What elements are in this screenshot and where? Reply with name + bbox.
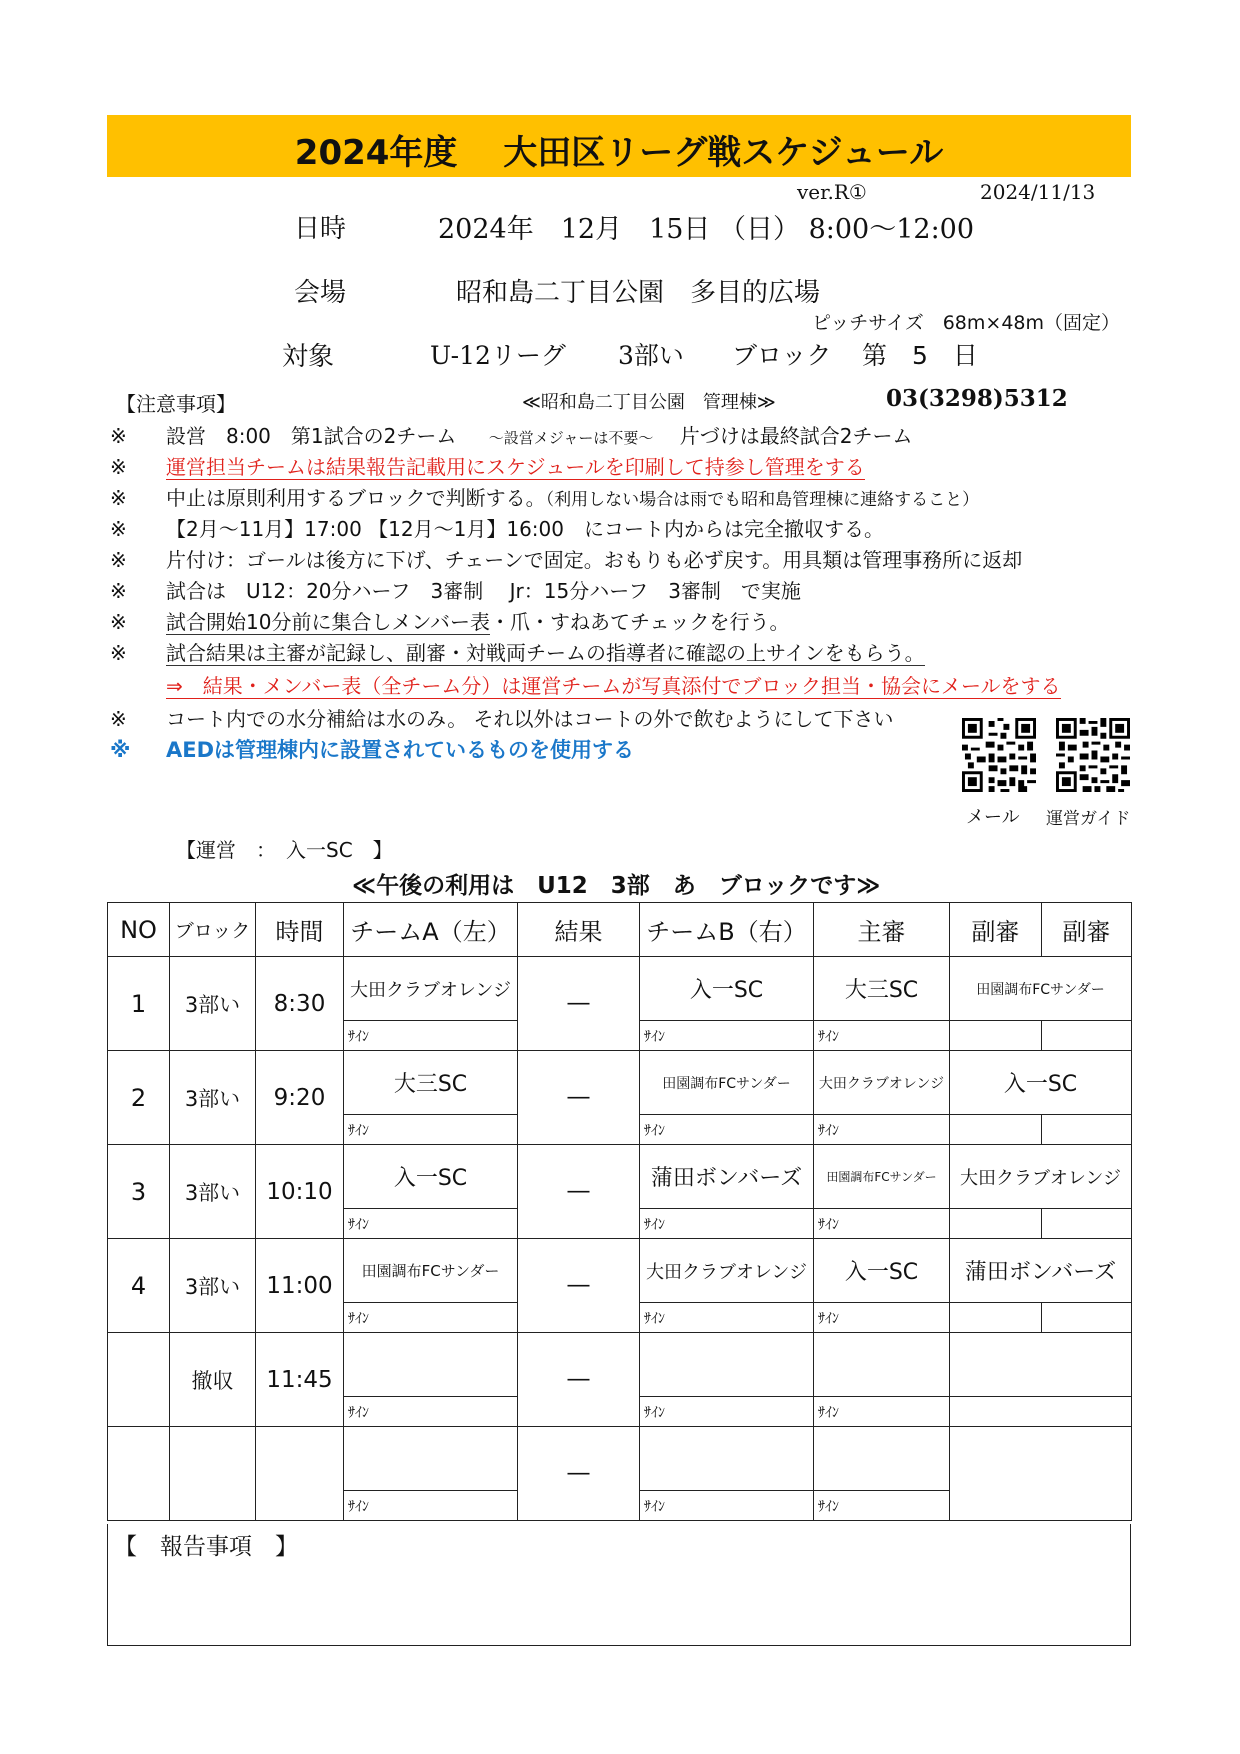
sign-cell-team-b[interactable]: ｻｲﾝ [640,1115,814,1145]
target-division: 3部い [618,341,684,370]
note-withdraw: ※ 【2月～11月】17:00 【12月～1月】16:00 にコート内からは完全撤収する。 [110,517,884,541]
assistant-cell[interactable] [950,1333,1132,1397]
sign-cell-referee[interactable]: ｻｲﾝ [814,1209,950,1239]
sign-cell-team-a[interactable]: ｻｲﾝ [344,1491,518,1521]
header-referee: 主審 [814,903,950,957]
team-a-cell: 田園調布FCサンダー [344,1239,518,1303]
team-b-cell[interactable] [640,1427,814,1491]
note-cancel: ※ 中止は原則利用するブロックで判断する。（利用しない場合は雨でも昭和島管理棟に連絡すること） [110,486,980,510]
afternoon-notice: ≪午後の利用は U12 3部 あ ブロックです≫ [352,873,881,899]
header-time: 時間 [256,903,344,957]
team-a-cell: 大三SC [344,1051,518,1115]
table-row [108,1051,1132,1115]
row-time [256,1427,344,1521]
header-assistant-1: 副審 [950,903,1042,957]
row-block: 3部い [170,1145,256,1239]
sign-cell-team-b[interactable]: ｻｲﾝ [640,1491,814,1521]
result-cell[interactable]: ― [518,1427,640,1521]
table-row [108,1333,1132,1397]
row-time: 11:00 [256,1239,344,1333]
note-mark: ※ [110,707,127,731]
issue-date: 2024/11/13 [980,180,1096,204]
table-row [108,957,1132,1021]
referee-cell: 入一SC [814,1239,950,1303]
target-label: 対象 [282,342,335,372]
row-no [108,1427,170,1521]
row-block: 3部い [170,1051,256,1145]
row-no: 3 [108,1145,170,1239]
header-team-b: チームB（右） [640,903,814,957]
result-cell[interactable]: ― [518,1239,640,1333]
note-match: ※ 試合は U12：20分ハーフ 3審制 Jr：15分ハーフ 3審制 で実施 [110,579,801,603]
notes-heading: 【注意事項】 [116,392,236,416]
row-no: 4 [108,1239,170,1333]
report-label: 【 報告事項 】 [114,1534,298,1560]
note-mark: ※ [110,517,127,541]
sign-cell-assistant-1[interactable] [950,1303,1042,1333]
assistant-cell[interactable] [950,1427,1132,1521]
row-no: 1 [108,957,170,1051]
team-a-cell[interactable] [344,1427,518,1491]
referee-cell: 田園調布FCサンダー [814,1145,950,1209]
sign-cell-assistant-1[interactable] [950,1209,1042,1239]
table-header-row [108,903,1132,957]
row-no: 2 [108,1051,170,1145]
sign-cell-team-b[interactable]: ｻｲﾝ [640,1021,814,1051]
sign-cell-referee[interactable]: ｻｲﾝ [814,1021,950,1051]
page-title: 2024年度 大田区リーグ戦スケジュール [294,133,944,173]
header-no: NO [108,903,170,957]
row-time: 11:45 [256,1333,344,1427]
pitch-size: ピッチサイズ 68m×48m（固定） [812,312,1121,334]
row-block: 3部い [170,957,256,1051]
title-bar [107,115,1131,177]
note-mark: ※ [110,548,127,572]
team-b-cell: 入一SC [640,957,814,1021]
note-mark: ※ [110,424,127,448]
office-name: ≪昭和島二丁目公園 管理棟≫ [522,392,776,413]
table-row [108,1427,1132,1491]
header-assistant-2: 副審 [1042,903,1132,957]
note-mark: ※ [110,738,131,762]
target-league: U-12リーグ [430,341,566,370]
sign-cell-team-a[interactable]: ｻｲﾝ [344,1209,518,1239]
sign-cell-assistant-2[interactable] [1042,1115,1132,1145]
row-time: 8:30 [256,957,344,1051]
sign-cell-referee[interactable]: ｻｲﾝ [814,1115,950,1145]
team-b-cell: 蒲田ボンバーズ [640,1145,814,1209]
sign-cell-assistant[interactable] [950,1397,1132,1427]
result-cell[interactable]: ― [518,957,640,1051]
sign-cell-assistant-1[interactable] [950,1115,1042,1145]
sign-cell-team-b[interactable]: ｻｲﾝ [640,1397,814,1427]
note-gather: ※ 試合開始10分前に集合しメンバー表・爪・すねあてチェックを行う。 [110,610,790,634]
note-mark: ※ [110,610,127,634]
table-row [108,1239,1132,1303]
result-cell[interactable]: ― [518,1051,640,1145]
result-cell[interactable]: ― [518,1145,640,1239]
sign-cell-assistant-2[interactable] [1042,1021,1132,1051]
datetime-label: 日時 [294,214,347,244]
team-a-cell: 入一SC [344,1145,518,1209]
table-row [108,1145,1132,1209]
note-report: ⇒ 結果・メンバー表（全チーム分）は運営チームが写真添付でブロック担当・協会にメールをする [166,674,1061,698]
operator-label: 【運営 ： 入一SC 】 [176,838,393,862]
sign-cell-team-a[interactable]: ｻｲﾝ [344,1397,518,1427]
note-cleanup: ※ 片付け：ゴールは後方に下げ、チェーンで固定。おもりも必ず戻す。用具類は管理事務所に返却 [110,548,1023,572]
note-mark: ※ [110,579,127,603]
sign-cell-team-a[interactable]: ｻｲﾝ [344,1115,518,1145]
target-block: ブロック [732,341,832,370]
venue-label: 会場 [294,278,347,308]
mail-qr-caption: メール [966,807,1020,828]
note-print: ※ 運営担当チームは結果報告記載用にスケジュールを印刷して持参し管理をする [110,455,865,479]
sign-cell-assistant-2[interactable] [1042,1209,1132,1239]
row-block: 3部い [170,1239,256,1333]
note-mark: ※ [110,486,127,510]
team-a-cell[interactable] [344,1333,518,1397]
note-water: ※ コート内での水分補給は水のみ。 それ以外はコートの外で飲むようにして下さい [110,707,894,731]
assistant-cell: 田園調布FCサンダー [950,957,1132,1021]
mail-qr-code[interactable] [962,718,1036,792]
referee-cell[interactable] [814,1427,950,1491]
row-block [170,1427,256,1521]
row-no [108,1333,170,1427]
venue-value: 昭和島二丁目公園 多目的広場 [456,278,821,308]
sign-cell-assistant-1[interactable] [950,1021,1042,1051]
sign-cell-team-b[interactable]: ｻｲﾝ [640,1209,814,1239]
sign-cell-referee[interactable]: ｻｲﾝ [814,1491,950,1521]
target-day: 第 5 日 [862,341,978,370]
referee-cell: 大田クラブオレンジ [814,1051,950,1115]
sign-cell-team-a[interactable]: ｻｲﾝ [344,1303,518,1333]
note-mark: ※ [110,641,127,665]
version-label: ver.R① [797,180,867,204]
note-setup: ※ 設営 8:00 第1試合の2チーム ～設営メジャーは不要～ 片づけは最終試合2チーム [110,424,913,448]
header-team-a: チームA（左） [344,903,518,957]
guide-qr-caption: 運営ガイド [1046,809,1131,829]
assistant-cell: 蒲田ボンバーズ [950,1239,1132,1303]
referee-cell[interactable] [814,1333,950,1397]
row-time: 10:10 [256,1145,344,1239]
guide-qr-code[interactable] [1056,718,1130,792]
note-result: ※ 試合結果は主審が記録し、副審・対戦両チームの指導者に確認の上サインをもらう。 [110,641,925,665]
schedule-table [107,902,1132,1521]
team-b-cell: 大田クラブオレンジ [640,1239,814,1303]
sign-cell-assistant-2[interactable] [1042,1303,1132,1333]
header-result: 結果 [518,903,640,957]
sign-cell-referee[interactable]: ｻｲﾝ [814,1303,950,1333]
team-b-cell[interactable] [640,1333,814,1397]
assistant-cell: 入一SC [950,1051,1132,1115]
note-mark: ※ [110,455,127,479]
report-box[interactable] [107,1524,1131,1646]
team-b-cell: 田園調布FCサンダー [640,1051,814,1115]
header-block: ブロック [170,903,256,957]
note-aed: ※ AEDは管理棟内に設置されているものを使用する [110,738,635,762]
assistant-cell: 大田クラブオレンジ [950,1145,1132,1209]
row-time: 9:20 [256,1051,344,1145]
team-a-cell: 大田クラブオレンジ [344,957,518,1021]
sign-cell-referee[interactable]: ｻｲﾝ [814,1397,950,1427]
row-block: 撤収 [170,1333,256,1427]
sign-cell-team-b[interactable]: ｻｲﾝ [640,1303,814,1333]
datetime-value: 2024年 12月 15日 （日） 8:00～12:00 [438,214,975,245]
result-cell[interactable]: ― [518,1333,640,1427]
referee-cell: 大三SC [814,957,950,1021]
office-phone: 03(3298)5312 [886,385,1068,412]
sign-cell-team-a[interactable]: ｻｲﾝ [344,1021,518,1051]
